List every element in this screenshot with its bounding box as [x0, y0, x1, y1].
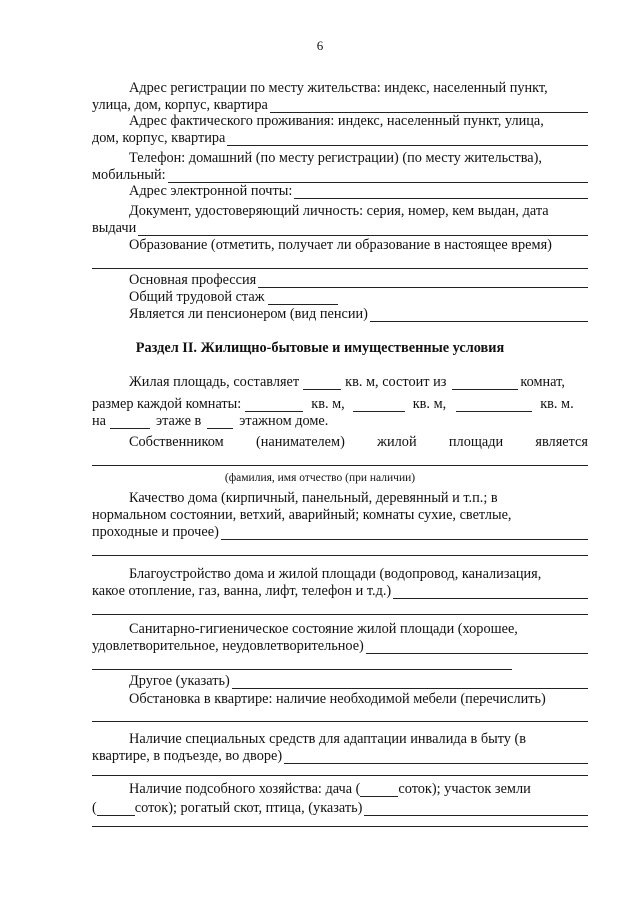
fill-blank[interactable]	[207, 415, 233, 429]
fill-line[interactable]	[92, 555, 588, 556]
fill-blank[interactable]	[258, 274, 588, 288]
text-line: мобильный:	[92, 167, 588, 183]
fill-line[interactable]	[92, 465, 588, 466]
fill-blank[interactable]	[284, 750, 588, 764]
fill-blank[interactable]	[110, 415, 150, 429]
text-line: проходные и прочее)	[92, 524, 588, 540]
field-caption: (фамилия, имя отчество (при наличии)	[224, 472, 416, 484]
fill-blank[interactable]	[221, 526, 588, 540]
text-line: Адрес электронной почты:	[129, 183, 588, 199]
text-line: улица, дом, корпус, квартира	[92, 97, 588, 113]
text-line: Общий трудовой стаж	[129, 289, 588, 305]
fill-blank[interactable]	[270, 99, 588, 113]
fill-blank[interactable]	[353, 398, 405, 412]
fill-blank[interactable]	[268, 291, 338, 305]
text-line: выдачи	[92, 220, 588, 236]
page-number: 6	[316, 38, 324, 53]
section-title: Раздел II. Жилищно-бытовые и имущественные условия	[135, 340, 505, 356]
fill-blank[interactable]	[168, 169, 588, 183]
text-line: Документ, удостоверяющий личность: серия, номер, кем выдан, дата	[129, 203, 549, 219]
text-line: Телефон: домашний (по месту регистрации) (по месту жительства),	[129, 150, 542, 166]
fill-blank[interactable]	[370, 308, 588, 322]
text-line: Образование (отметить, получает ли образование в настоящее время)	[129, 237, 552, 253]
fill-line[interactable]	[92, 268, 588, 269]
fill-blank[interactable]	[97, 802, 135, 816]
text-line: Основная профессия	[129, 272, 588, 288]
text-line: удовлетворительное, неудовлетворительное)	[92, 638, 588, 654]
text-line: дом, корпус, квартира	[92, 130, 588, 146]
fill-blank[interactable]	[393, 585, 588, 599]
fill-blank[interactable]	[227, 132, 588, 146]
text-line: Качество дома (кирпичный, панельный, деревянный и т.п.; в	[129, 490, 498, 506]
text-line: размер каждой комнаты: кв. м, кв. м, кв. м.	[92, 396, 574, 412]
text-line: Санитарно-гигиеническое состояние жилой площади (хорошее,	[129, 621, 518, 637]
text-line: квартире, в подъезде, во дворе)	[92, 748, 588, 764]
fill-blank[interactable]	[245, 398, 303, 412]
fill-blank[interactable]	[138, 222, 588, 236]
fill-blank[interactable]	[452, 376, 518, 390]
fill-line[interactable]	[92, 775, 588, 776]
text-line: Адрес фактического проживания: индекс, населенный пункт, улица,	[129, 113, 544, 129]
text-line: на этаже в этажном доме.	[92, 413, 329, 429]
fill-blank[interactable]	[294, 185, 588, 199]
fill-line[interactable]	[92, 826, 588, 827]
text-line: Собственником (нанимателем) жилой площади является	[129, 434, 588, 450]
text-line: Другое (указать)	[129, 673, 588, 689]
fill-blank[interactable]	[360, 783, 398, 797]
text-line: ( соток); рогатый скот, птица, (указать)	[92, 800, 588, 816]
text-line: Жилая площадь, составляет кв. м, состоит из комнат,	[129, 374, 565, 390]
text-line: Благоустройство дома и жилой площади (водопровод, канализация,	[129, 566, 542, 582]
fill-line[interactable]	[92, 614, 588, 615]
text-line: нормальном состоянии, ветхий, аварийный; комнаты сухие, светлые,	[92, 507, 512, 523]
text-line: какое отопление, газ, ванна, лифт, телефон и т.д.)	[92, 583, 588, 599]
text-line: Наличие подсобного хозяйства: дача ( соток); участок земли	[129, 781, 531, 797]
text-line: Обстановка в квартире: наличие необходимой мебели (перечислить)	[129, 691, 546, 707]
text-line: Адрес регистрации по месту жительства: индекс, населенный пункт,	[129, 80, 548, 96]
fill-blank[interactable]	[232, 675, 588, 689]
text-line: Является ли пенсионером (вид пенсии)	[129, 306, 588, 322]
text-line: Наличие специальных средств для адаптации инвалида в быту (в	[129, 731, 527, 747]
fill-line[interactable]	[92, 721, 588, 722]
fill-blank[interactable]	[364, 802, 588, 816]
fill-blank[interactable]	[366, 640, 588, 654]
fill-line[interactable]	[92, 669, 512, 670]
fill-blank[interactable]	[303, 376, 341, 390]
fill-blank[interactable]	[456, 398, 532, 412]
